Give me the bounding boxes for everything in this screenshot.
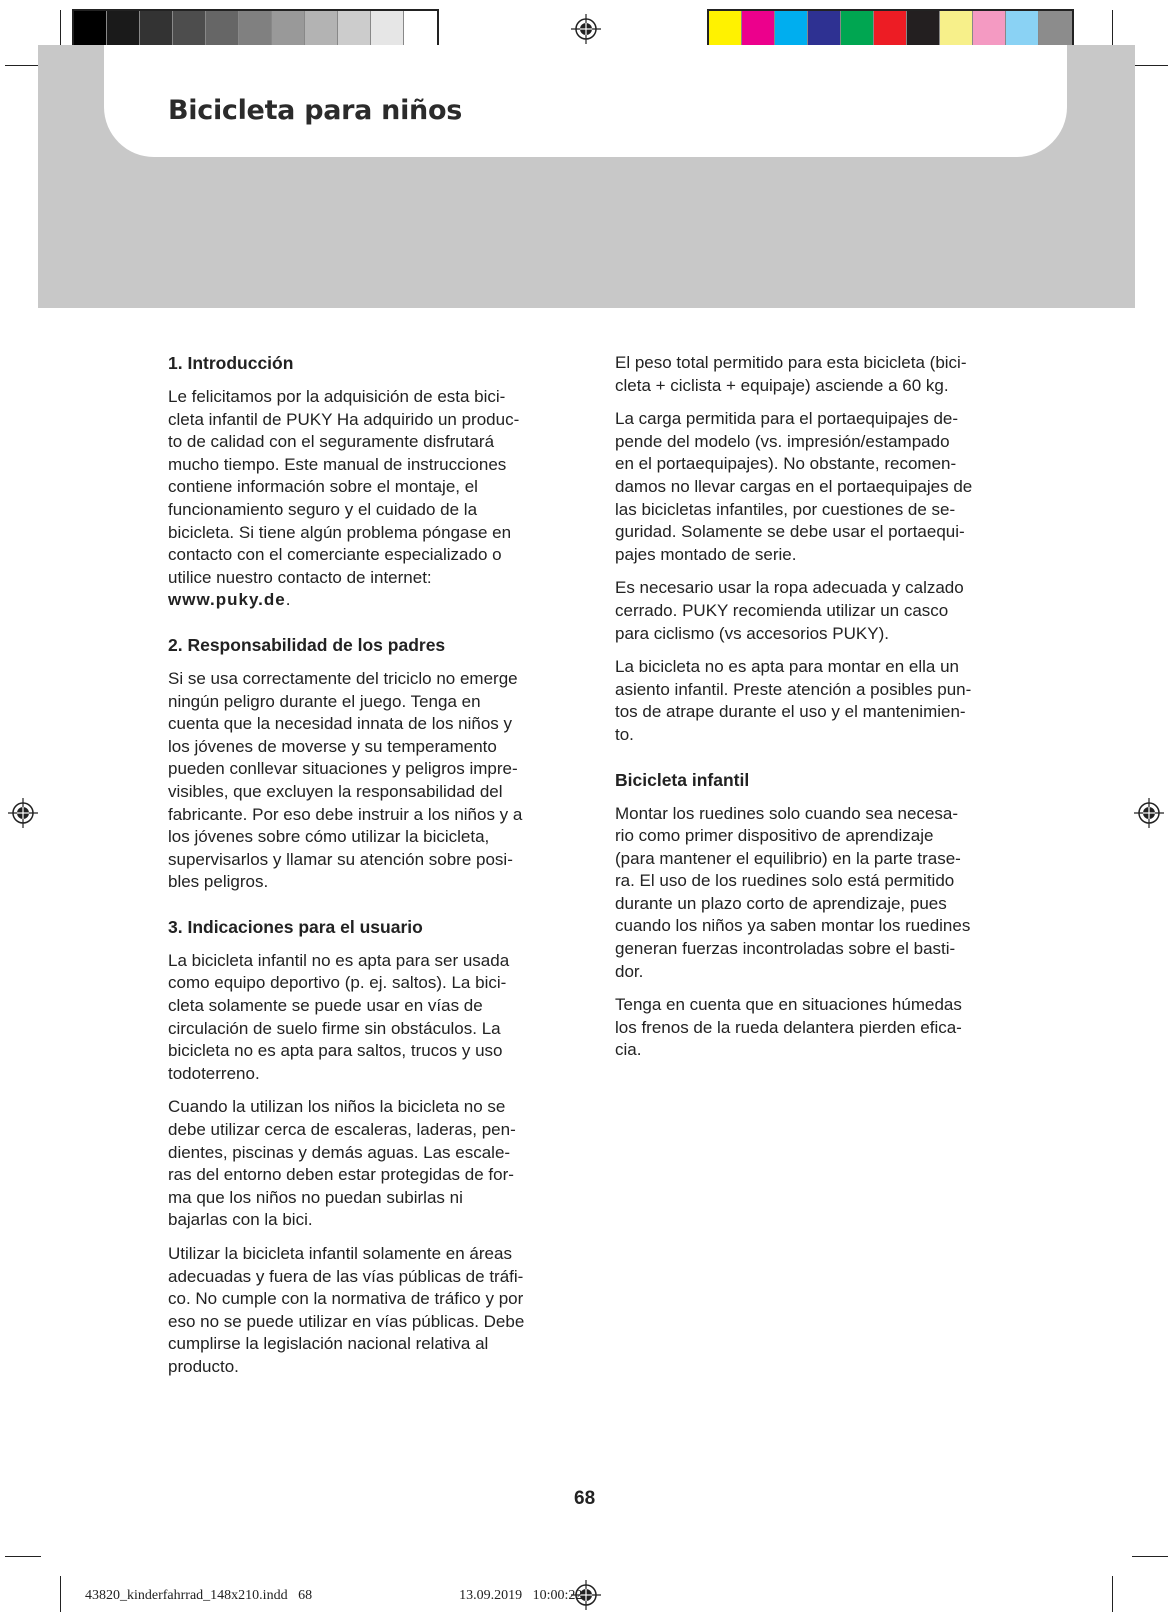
- print-slug: [85, 1588, 582, 1604]
- section-heading-kids-bike: Bicicleta infantil: [615, 769, 750, 790]
- process-swatch-8: [940, 11, 973, 45]
- process-swatch-10: [1006, 11, 1039, 45]
- process-color-bar: [707, 9, 1074, 47]
- process-swatch-11: [1039, 11, 1072, 45]
- print-slug-text: 43820_kinderfahrrad_148x210.indd 68 13.09.2019 10:00:22: [85, 1588, 583, 1603]
- process-swatch-9: [973, 11, 1006, 45]
- crop-mark-bottom-right: [1112, 1576, 1113, 1612]
- grayscale-swatch-8: [305, 11, 338, 45]
- page-number: 68: [574, 1488, 596, 1509]
- grayscale-swatch-11: [404, 11, 437, 45]
- paragraph-introduction: [168, 386, 553, 589]
- crop-mark-top-left-h: [5, 65, 41, 66]
- left-column: [168, 352, 553, 1390]
- grayscale-color-bar: [72, 9, 439, 47]
- process-swatch-1: [709, 11, 742, 45]
- paragraph-wet-brakes: Tenga en cuenta que en situaciones húmedas los frenos de la rueda delantera pierden efica- cia.: [615, 995, 962, 1060]
- web-address-line: [168, 589, 553, 612]
- crop-mark-top-left: [60, 10, 61, 46]
- web-address-link[interactable]: www.puky.de: [168, 590, 286, 610]
- grayscale-swatch-5: [206, 11, 239, 45]
- paragraph-user-notes-2: Cuando la utilizan los niños la bicicleta no se debe utilizar cerca de escaleras, laderas, pen- dientes, piscinas y demás aguas. Las escale- ras del entorno deben estar protegidas de for- ma que los niños no puedan subirlas ni bajarlas con la bici.: [168, 1097, 516, 1230]
- web-address-period: .: [285, 590, 291, 610]
- right-column: [615, 352, 1020, 1073]
- process-swatch-7: [907, 11, 940, 45]
- paragraph-user-notes-1: La bicicleta infantil no es apta para ser usada como equipo deportivo (p. ej. saltos). La bici- cleta solamente se puede usar en vías de circulación de suelo firme sin obstáculos. La bicicleta no es apta para saltos, trucos y uso todoterreno.: [168, 950, 510, 1083]
- crop-mark-bottom-left: [60, 1576, 61, 1612]
- page-title: Bicicleta para niños: [168, 95, 462, 126]
- section-heading-introduction: 1. Introducción: [168, 353, 294, 373]
- registration-mark-left-icon: [8, 798, 38, 828]
- process-swatch-3: [775, 11, 808, 45]
- paragraph-child-seat: La bicicleta no es apta para montar en ella un asiento infantil. Preste atención a posibles pun- tos de atrape durante el uso y el mantenimien- to.: [615, 657, 972, 744]
- registration-mark-right-icon: [1134, 798, 1164, 828]
- section-heading-user-notes: 3. Indicaciones para el usuario: [168, 916, 423, 937]
- process-swatch-2: [742, 11, 775, 45]
- process-swatch-4: [808, 11, 841, 45]
- grayscale-swatch-3: [140, 11, 173, 45]
- registration-mark-top-icon: [571, 14, 601, 44]
- grayscale-swatch-10: [371, 11, 404, 45]
- paragraph-introduction-text: Le felicitamos por la adquisición de esta bici- cleta infantil de PUKY Ha adquirido un produc- to de calidad con el seguramente disfrutará mucho tiempo. Este manual de instrucciones contiene información sobre el montaje, el funcionamiento seguro y el cuidado de la bicicleta. Si tiene algún problema póngase en contacto con el comerciante especializado o utilice nuestro contacto de internet:: [168, 387, 520, 587]
- section-heading-parents: 2. Responsabilidad de los padres: [168, 634, 446, 655]
- grayscale-swatch-1: [74, 11, 107, 45]
- grayscale-swatch-2: [107, 11, 140, 45]
- paragraph-training-wheels: Montar los ruedines solo cuando sea necesa- rio como primer dispositivo de aprendizaje (para mantener el equilibrio) en la parte trase- ra. El uso de los ruedines solo está permitido durante un plazo corto de aprendizaje, pues cuando los niños ya saben montar los ruedines generan fuerzas incontroladas sobre el basti- dor.: [615, 803, 971, 981]
- paragraph-clothing: Es necesario usar la ropa adecuada y calzado cerrado. PUKY recomienda utilizar un casco para ciclismo (vs accesorios PUKY).: [615, 578, 964, 643]
- grayscale-swatch-6: [239, 11, 272, 45]
- grayscale-swatch-9: [338, 11, 371, 45]
- paragraph-user-notes-3: Utilizar la bicicleta infantil solamente en áreas adecuadas y fuera de las vías públicas de tráfi- co. No cumple con la normativa de tráfico y por eso no se puede utilizar en vías públicas. Debe cumplirse la legislación nacional relativa al producto.: [168, 1244, 525, 1376]
- grayscale-swatch-4: [173, 11, 206, 45]
- crop-mark-bottom-left-h: [5, 1556, 41, 1557]
- paragraph-weight: El peso total permitido para esta bicicleta (bici- cleta + ciclista + equipaje) asciende a 60 kg.: [615, 353, 967, 395]
- grayscale-swatch-7: [272, 11, 305, 45]
- process-swatch-6: [874, 11, 907, 45]
- paragraph-parents: Si se usa correctamente del triciclo no emerge ningún peligro durante el juego. Tenga en cuenta que la necesidad innata de los niños y los jóvenes de moverse y su temperamento pueden conllevar situaciones y peligros impre- visibles, que excluyen la responsabilidad del fabricante. Por eso debe instruir a los niños y a los jóvenes sobre cómo utilizar la bicicleta, supervisarlos y llamar su atención sobre posi- bles peligros.: [168, 668, 523, 892]
- crop-mark-bottom-right-h: [1132, 1556, 1168, 1557]
- process-swatch-5: [841, 11, 874, 45]
- crop-mark-top-right-h: [1132, 65, 1168, 66]
- paragraph-luggage-rack: La carga permitida para el portaequipajes de- pende del modelo (vs. impresión/estampado en el portaequipajes). No obstante, recomen- damos no llevar cargas en el portaequipajes de las bicicletas infantiles, por cuestiones de se- guridad. Solamente se debe usar el portaequi- pajes montado de serie.: [615, 409, 973, 564]
- crop-mark-top-right: [1112, 10, 1113, 46]
